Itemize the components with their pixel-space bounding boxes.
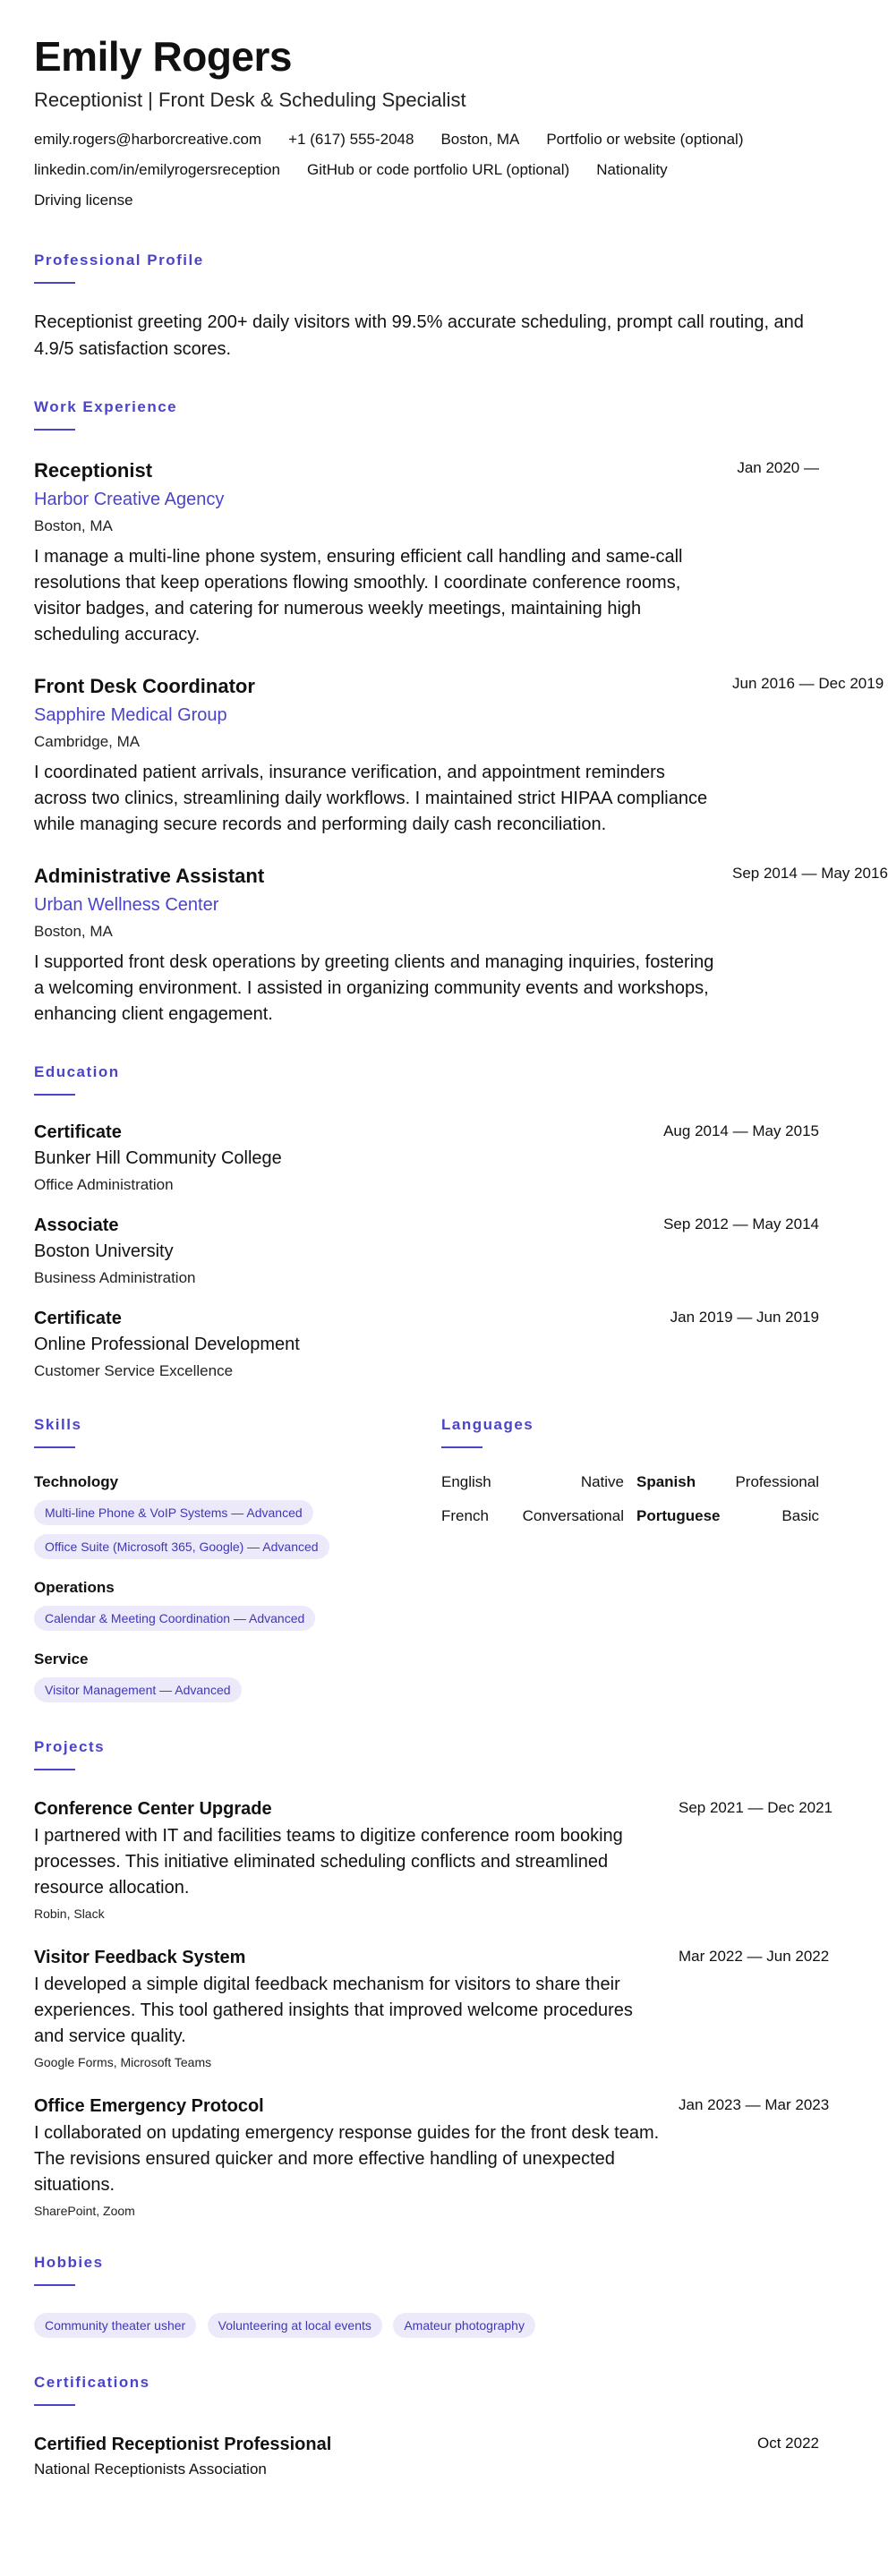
project-title: Office Emergency Protocol (34, 2095, 264, 2116)
language-row (636, 1473, 819, 1507)
project-tech: SharePoint, Zoom (34, 2203, 135, 2218)
contact-location: Boston, MA (440, 130, 520, 148)
education-school: Boston University (34, 1241, 174, 1261)
experience-section (34, 397, 888, 1028)
job-company: Sapphire Medical Group (34, 704, 227, 725)
section-divider (34, 429, 75, 431)
project-dates: Sep 2021 — Dec 2021 (679, 1798, 833, 1816)
job-dates: Jun 2016 — Dec 2019 (732, 674, 884, 692)
project-description: I partnered with IT and facilities teams to digitize conference room booking processes. This initiative eliminated scheduling conflicts and streamlined resource allocation. (34, 1825, 623, 1898)
job-title: Front Desk Coordinator (34, 674, 255, 697)
education-entry (34, 1122, 819, 1194)
contact-linkedin[interactable]: linkedin.com/in/emilyrogersreception (34, 160, 280, 178)
certification-name: Certified Receptionist Professional (34, 2434, 332, 2454)
education-degree: Certificate (34, 1122, 122, 1142)
education-field: Customer Service Excellence (34, 1361, 234, 1379)
education-field: Business Administration (34, 1268, 196, 1286)
job-entry (34, 459, 819, 648)
hobbies-section (34, 2254, 819, 2338)
hobby-chip: Community theater usher (34, 2313, 196, 2338)
languages-section (441, 1416, 819, 1702)
section-title: Projects (34, 1737, 106, 1755)
job-title: Receptionist (34, 458, 153, 482)
education-dates: Aug 2014 — May 2015 (663, 1122, 819, 1139)
section-title: Education (34, 1062, 120, 1080)
education-entry (34, 1309, 819, 1380)
skill-chip: Calendar & Meeting Coordination — Advanced (34, 1606, 315, 1631)
language-row (441, 1473, 624, 1507)
job-company: Harbor Creative Agency (34, 489, 225, 509)
project-tech: Robin, Slack (34, 1906, 105, 1921)
contact-list (34, 130, 819, 221)
job-description: I supported front desk operations by greeting clients and managing inquiries, fostering a welcoming environment. I assisted in organizing community events and workshops, enhancing client engagement. (34, 951, 714, 1024)
project-description: I collaborated on updating emergency response guides for the front desk team. The revisions ensured quicker and more effective handling of unexpected situations. (34, 2122, 660, 2195)
job-description: I manage a multi-line phone system, ensuring efficient call handling and same-call resolutions that keep operations flowing smoothly. I coordinate conference rooms, visitor badges, and catering for numerous weekly meetings, maintaining high scheduling accuracy. (34, 546, 683, 644)
job-title: Administrative Assistant (34, 864, 265, 887)
projects-section (34, 1737, 833, 2218)
profile-section (34, 252, 819, 363)
education-degree: Certificate (34, 1308, 122, 1328)
language-level: Native (580, 1472, 624, 1490)
job-dates: Jan 2020 — (737, 458, 819, 476)
language-level: Conversational (522, 1506, 624, 1524)
skill-group (34, 1651, 441, 1702)
contact-portfolio[interactable]: Portfolio or website (optional) (546, 130, 744, 148)
contact-phone[interactable]: +1 (617) 555-2048 (288, 130, 414, 148)
project-entry (34, 1947, 830, 2069)
project-dates: Mar 2022 — Jun 2022 (679, 1947, 830, 1965)
section-title: Hobbies (34, 2253, 104, 2271)
skill-chip: Office Suite (Microsoft 365, Google) — Advanced (34, 1534, 329, 1559)
skills-languages-row (34, 1416, 819, 1702)
section-title: Certifications (34, 2373, 150, 2391)
hobby-chip: Volunteering at local events (208, 2313, 382, 2338)
candidate-headline: Receptionist | Front Desk & Scheduling Specialist (34, 88, 466, 111)
project-tech: Google Forms, Microsoft Teams (34, 2054, 212, 2069)
job-location: Cambridge, MA (34, 732, 141, 750)
education-dates: Sep 2012 — May 2014 (663, 1215, 819, 1233)
language-level: Professional (735, 1472, 819, 1490)
certifications-section (34, 2374, 819, 2478)
skill-chip: Visitor Management — Advanced (34, 1677, 242, 1702)
candidate-name: Emily Rogers (34, 33, 292, 80)
skill-group (34, 1579, 441, 1631)
education-section (34, 1063, 819, 1380)
project-description: I developed a simple digital feedback mechanism for visitors to share their experiences. This tool gathered insights that improved welcome procedures and service quality. (34, 1974, 633, 2046)
education-degree: Associate (34, 1215, 119, 1235)
job-location: Boston, MA (34, 516, 113, 534)
contact-github[interactable]: GitHub or code portfolio URL (optional) (306, 160, 570, 178)
section-title: Languages (441, 1415, 534, 1433)
certification-date: Oct 2022 (757, 2434, 819, 2452)
skills-section (34, 1416, 441, 1702)
section-title: Skills (34, 1415, 82, 1433)
section-title: Professional Profile (34, 251, 204, 269)
language-name: Spanish (636, 1472, 696, 1490)
job-description: I coordinated patient arrivals, insurance verification, and appointment reminders across two clinics, streamlining daily workflows. I maintained strict HIPAA compliance while managing secure records and performing daily cash reconciliation. (34, 762, 708, 834)
education-entry (34, 1215, 819, 1287)
education-field: Office Administration (34, 1175, 174, 1193)
certification-entry (34, 2435, 819, 2478)
language-name: English (441, 1472, 491, 1490)
section-divider (34, 2284, 75, 2286)
skill-category: Service (34, 1650, 89, 1668)
skill-category: Technology (34, 1472, 119, 1490)
certification-issuer: National Receptionists Association (34, 2460, 267, 2478)
section-divider (34, 1094, 75, 1096)
job-company: Urban Wellness Center (34, 894, 219, 915)
project-entry (34, 1798, 833, 1921)
education-dates: Jan 2019 — Jun 2019 (670, 1308, 819, 1326)
skill-chip: Multi-line Phone & VoIP Systems — Advanced (34, 1500, 313, 1525)
section-divider (441, 1446, 482, 1448)
language-row (441, 1507, 624, 1541)
language-row (636, 1507, 819, 1541)
hobby-list (34, 2304, 819, 2338)
job-entry (34, 864, 888, 1028)
profile-summary: Receptionist greeting 200+ daily visitors with 99.5% accurate scheduling, prompt call routing, and 4.9/5 satisfaction scores. (34, 311, 804, 359)
project-title: Visitor Feedback System (34, 1947, 246, 1967)
language-name: Portuguese (636, 1506, 721, 1524)
education-school: Bunker Hill Community College (34, 1147, 282, 1168)
project-title: Conference Center Upgrade (34, 1798, 272, 1819)
hobby-chip: Amateur photography (393, 2313, 535, 2338)
section-divider (34, 2404, 75, 2406)
skill-group (34, 1473, 441, 1559)
section-title: Work Experience (34, 397, 178, 415)
project-dates: Jan 2023 — Mar 2023 (679, 2095, 830, 2113)
contact-driving-license: Driving license (34, 191, 133, 209)
language-name: French (441, 1506, 489, 1524)
job-location: Boston, MA (34, 922, 113, 940)
job-dates: Sep 2014 — May 2016 (732, 864, 888, 882)
education-school: Online Professional Development (34, 1334, 300, 1354)
project-entry (34, 2095, 830, 2218)
resume-header (34, 34, 819, 221)
section-divider (34, 1769, 75, 1770)
section-divider (34, 282, 75, 284)
job-entry (34, 674, 884, 838)
language-level: Basic (781, 1506, 819, 1524)
skill-category: Operations (34, 1578, 115, 1596)
contact-email[interactable]: emily.rogers@harborcreative.com (34, 130, 262, 148)
section-divider (34, 1446, 75, 1448)
contact-nationality: Nationality (596, 160, 668, 178)
